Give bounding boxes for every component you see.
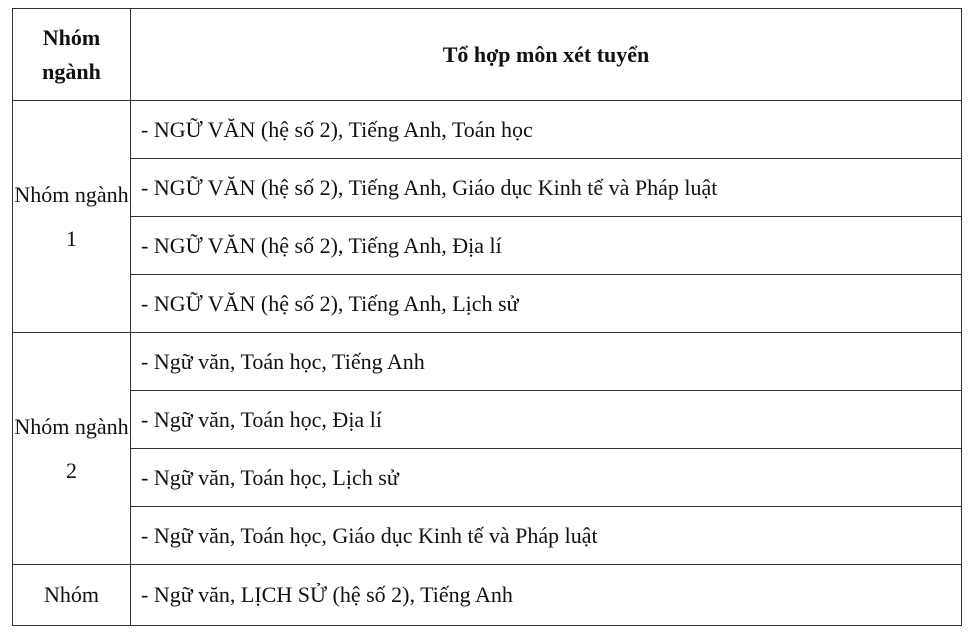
header-group-column: Nhóm ngành: [13, 9, 131, 101]
combo-cell: - NGỮ VĂN (hệ số 2), Tiếng Anh, Địa lí: [131, 217, 962, 275]
table-row: [13, 449, 962, 507]
header-combo-column: Tổ hợp môn xét tuyển: [131, 9, 962, 101]
group-name-cell: Nhóm ngành 2: [13, 333, 131, 565]
table-header-row: [13, 9, 962, 101]
table-row: [13, 159, 962, 217]
table-row: [13, 391, 962, 449]
table-row: [13, 101, 962, 159]
group-name-cell: Nhóm ngành 1: [13, 101, 131, 333]
combo-cell: - Ngữ văn, Toán học, Địa lí: [131, 391, 962, 449]
combo-cell: - Ngữ văn, LỊCH SỬ (hệ số 2), Tiếng Anh: [131, 565, 962, 626]
combo-cell: - Ngữ văn, Toán học, Giáo dục Kinh tế và Pháp luật: [131, 507, 962, 565]
combo-cell: - Ngữ văn, Toán học, Lịch sử: [131, 449, 962, 507]
combo-cell: - Ngữ văn, Toán học, Tiếng Anh: [131, 333, 962, 391]
table-row: [13, 507, 962, 565]
combo-cell: - NGỮ VĂN (hệ số 2), Tiếng Anh, Lịch sử: [131, 275, 962, 333]
table-row: [13, 275, 962, 333]
combo-cell: - NGỮ VĂN (hệ số 2), Tiếng Anh, Toán học: [131, 101, 962, 159]
table-row: [13, 565, 962, 626]
admission-combination-table: [12, 8, 962, 626]
combo-cell: - NGỮ VĂN (hệ số 2), Tiếng Anh, Giáo dục Kinh tế và Pháp luật: [131, 159, 962, 217]
table-row: [13, 217, 962, 275]
group-name-cell: Nhóm: [13, 565, 131, 626]
table-row: [13, 333, 962, 391]
